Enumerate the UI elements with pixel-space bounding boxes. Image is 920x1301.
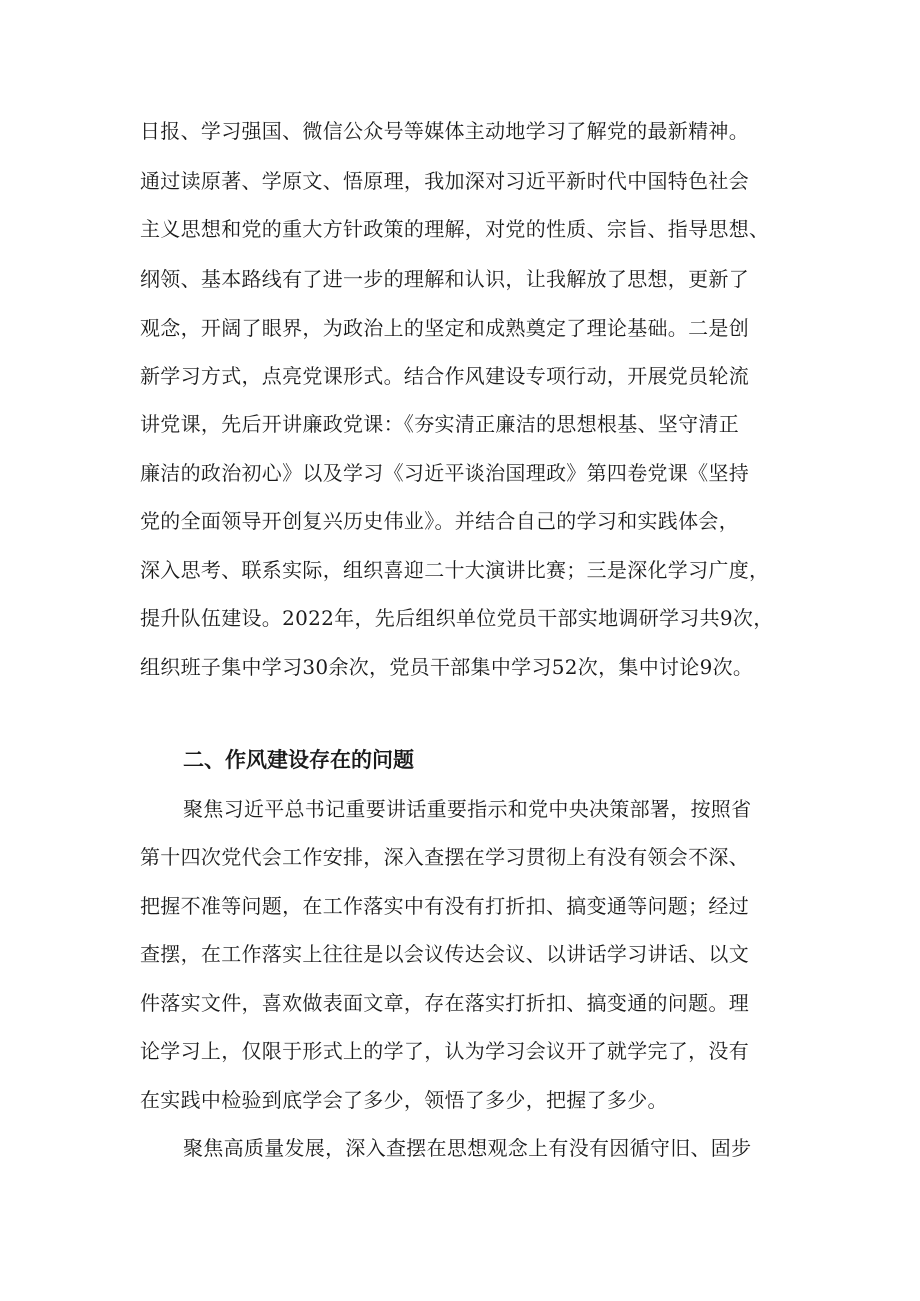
paragraph-line: 讲党课，先后开讲廉政党课：《夯实清正廉洁的思想根基、坚守清正 bbox=[140, 412, 739, 436]
paragraph-line: 提升队伍建设。2022年，先后组织单位党员干部实地调研学习共9次， bbox=[140, 606, 774, 630]
paragraph-line: 通过读原著、学原文、悟原理，我加深对习近平新时代中国特色社会 bbox=[140, 169, 749, 193]
paragraph-line: 把握不准等问题，在工作落实中有没有打折扣、搞变通等问题；经过 bbox=[140, 894, 749, 918]
paragraph-line: 新学习方式，点亮党课形式。结合作风建设专项行动，开展党员轮流 bbox=[140, 364, 749, 388]
paragraph-line: 论学习上，仅限于形式上的学了，认为学习会议开了就学完了，没有 bbox=[140, 1039, 749, 1063]
paragraph-line: 日报、学习强国、微信公众号等媒体主动地学习了解党的最新精神。 bbox=[140, 119, 749, 143]
paragraph-line: 深入思考、联系实际，组织喜迎二十大演讲比赛；三是深化学习广度， bbox=[140, 558, 770, 582]
paragraph-line: 件落实文件，喜欢做表面文章，存在落实打折扣、搞变通的问题。理 bbox=[140, 991, 749, 1015]
paragraph-line: 第十四次党代会工作安排，深入查摆在学习贯彻上有没有领会不深、 bbox=[140, 845, 749, 869]
paragraph-line: 主义思想和党的重大方针政策的理解，对党的性质、宗旨、指导思想、 bbox=[140, 217, 770, 241]
paragraph-line: 聚焦高质量发展，深入查摆在思想观念上有没有因循守旧、固步 bbox=[183, 1136, 752, 1160]
paragraph-line: 观念，开阔了眼界，为政治上的坚定和成熟奠定了理论基础。二是创 bbox=[140, 316, 749, 340]
paragraph-line: 廉洁的政治初心》以及学习《习近平谈治国理政》第四卷党课《坚持 bbox=[140, 461, 749, 485]
paragraph-line: 组织班子集中学习30余次，党员干部集中学习52次，集中讨论9次。 bbox=[140, 655, 754, 679]
section-heading: 二、作风建设存在的问题 bbox=[183, 748, 414, 772]
paragraph-line: 党的全面领导开创复兴历史伟业》。并结合自己的学习和实践体会， bbox=[140, 509, 739, 533]
paragraph-line: 纲领、基本路线有了进一步的理解和认识，让我解放了思想，更新了 bbox=[140, 267, 749, 291]
paragraph-line: 聚焦习近平总书记重要讲话重要指示和党中央决策部署，按照省 bbox=[183, 797, 752, 821]
paragraph-line: 查摆，在工作落实上往往是以会议传达会议、以讲话学习讲话、以文 bbox=[140, 942, 749, 966]
paragraph-line: 在实践中检验到底学会了多少，领悟了多少，把握了多少。 bbox=[140, 1088, 668, 1112]
